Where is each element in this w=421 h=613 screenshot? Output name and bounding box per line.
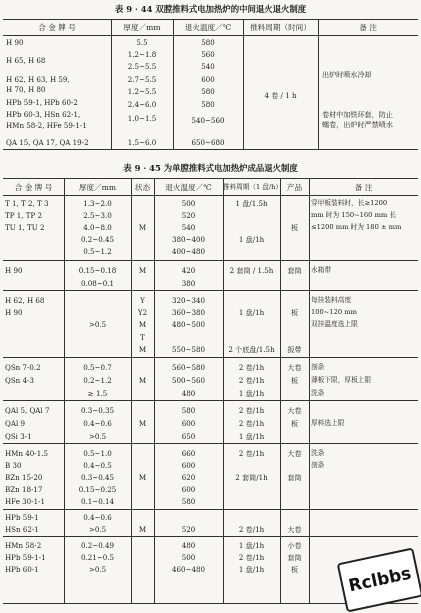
t45-temp: 500 xyxy=(181,553,196,562)
t45-temp: 480 xyxy=(181,541,196,550)
t44-temp: 580 xyxy=(201,100,215,109)
t45-thickness: 0.2~0.45 xyxy=(80,235,115,244)
t45-temp: 520 xyxy=(181,211,196,220)
t45-thickness: 0.1~0.14 xyxy=(80,497,115,506)
t45-temp: 540 xyxy=(181,223,196,232)
t44-thickness: 2.4~6.0 xyxy=(127,100,157,109)
t45-product: 套筒 xyxy=(287,553,302,562)
t44-temp: 580 xyxy=(201,38,215,47)
t44-header-temp: 退火温度／℃ xyxy=(184,23,232,32)
t45-temp: 480~500 xyxy=(171,320,206,329)
t45-thickness: 0.5~0.7 xyxy=(83,363,112,372)
t45-product: 扳带 xyxy=(287,345,302,354)
t45-alloy: HPb 59-1-1 xyxy=(5,553,46,562)
t44-thickness: 1.2~1.8 xyxy=(127,50,157,59)
t45-note: 100~120 mm xyxy=(311,308,357,316)
t45-thickness: >0.5 xyxy=(88,432,107,441)
t45-thickness: >0.5 xyxy=(88,320,107,329)
t45-state: M xyxy=(138,223,147,232)
t45-period: 2 卷/1h xyxy=(238,553,265,562)
t45-product: 板 xyxy=(290,223,299,232)
t45-temp: 480 xyxy=(181,389,196,398)
t45-alloy: HPb 60-1 xyxy=(5,565,39,574)
t45-period: 2 卷/1h xyxy=(238,525,265,534)
t45-header-thickness: 厚度／mm xyxy=(78,183,117,192)
t45-state: M xyxy=(138,376,147,385)
t45-temp: 460~480 xyxy=(171,565,206,574)
t45-thickness: 0.4~0.5 xyxy=(83,461,112,470)
t44-note-ring: 卷材中加铁环套，防止 xyxy=(322,110,393,119)
t45-header-product: 产品 xyxy=(286,183,303,192)
t45-temp: 660 xyxy=(181,449,196,458)
t45-thickness: ≥ 1.5 xyxy=(87,389,108,398)
t45-thickness: 0.3~0.35 xyxy=(80,406,115,415)
t44-period: 4 卷 / 1 h xyxy=(264,91,297,100)
t45-thickness: 4.0~8.0 xyxy=(83,223,112,232)
t45-temp: 400~480 xyxy=(171,247,206,256)
t45-period: 1 盘/1h xyxy=(238,308,265,317)
t45-note: 每挂装料高度 xyxy=(311,296,352,304)
t45-product: 板 xyxy=(290,308,299,317)
t44-header-period: 推料周期（时间） xyxy=(250,23,311,32)
t44-thickness: 1.2~5.5 xyxy=(127,87,157,96)
t45-thickness: 1.3~2.0 xyxy=(83,199,112,208)
t45-state: M xyxy=(138,345,147,354)
t45-state: M xyxy=(138,320,147,329)
t44-temp: 600 xyxy=(201,75,215,84)
t45-temp: 560~580 xyxy=(171,363,206,372)
t45-alloy: QSn 4-3 xyxy=(5,376,34,385)
t45-alloy: HMn 58-2 xyxy=(5,541,42,550)
t44-thickness: 5.5 xyxy=(136,38,148,47)
t45-state: M xyxy=(138,473,147,482)
t44-temp: 650~680 xyxy=(191,138,225,147)
t44-note-water: 出炉时喷水冷却 xyxy=(322,70,372,79)
t45-period: 2 个底盘/1.5h xyxy=(228,345,275,354)
t45-alloy: BZn 15-20 xyxy=(5,473,43,482)
t44-alloy: H 65, H 68 xyxy=(6,56,46,65)
t44-thickness: 1.0~1.5 xyxy=(127,114,157,123)
t45-period: 1 盘/1.5h xyxy=(235,199,268,208)
t45-thickness: 0.15~0.18 xyxy=(78,266,117,275)
t45-thickness: 0.5~1.2 xyxy=(83,247,112,256)
t45-temp: 550~580 xyxy=(171,345,206,354)
t45-alloy: HPb 59-1 xyxy=(5,513,39,522)
t45-state: M xyxy=(138,525,147,534)
t45-alloy: H 90 xyxy=(5,308,23,317)
t45-temp: 520 xyxy=(181,525,196,534)
t45-note: mm 时为 150~160 mm 长 xyxy=(311,211,397,219)
t45-product: 板 xyxy=(290,419,299,428)
t45-temp: 580 xyxy=(181,406,196,415)
t45-period: 2 卷/1h xyxy=(238,363,265,372)
t44-thickness: 1.5~6.0 xyxy=(127,138,157,147)
t45-temp: 420 xyxy=(181,266,196,275)
t45-alloy: QAl 9 xyxy=(5,419,25,428)
t45-product: 大卷 xyxy=(287,406,302,415)
t45-alloy: QSn 7-0.2 xyxy=(5,363,41,372)
t45-period: 2 套筒 / 1.5h xyxy=(229,266,274,275)
t45-note: 厚料选上限 xyxy=(311,419,345,427)
t45-thickness: 0.15~0.25 xyxy=(78,485,117,494)
t45-period: 1 盘/1h xyxy=(238,565,265,574)
t45-period: 2 卷/1h xyxy=(238,376,265,385)
t45-product: 板 xyxy=(290,565,299,574)
t45-state: T xyxy=(140,333,145,342)
t45-temp: 500 xyxy=(181,199,196,208)
t44-header-note: 备 注 xyxy=(359,23,377,32)
t45-product: 大卷 xyxy=(287,525,302,534)
t45-note: 双挂温度选上限 xyxy=(311,320,358,328)
t45-note: ≤1200 mm 时为 180 ± mm xyxy=(311,223,402,231)
t45-alloy: B 30 xyxy=(5,461,22,470)
t44-alloy: H 90 xyxy=(6,38,24,47)
t45-temp: 360~380 xyxy=(171,308,206,317)
t45-thickness: 0.2~0.49 xyxy=(80,541,115,550)
t45-alloy: HMn 40-1.5 xyxy=(5,449,48,458)
t45-temp: 620 xyxy=(181,473,196,482)
t45-alloy: HFe 30-1-1 xyxy=(5,497,46,506)
t44-temp: 540~560 xyxy=(191,116,225,125)
t45-temp: 600 xyxy=(181,419,196,428)
t44-alloy: HMn 58-2, HFe 59-1-1 xyxy=(6,121,87,130)
t44-alloy: HPb 60-3, HSn 62-1, xyxy=(6,110,81,119)
t45-thickness: 0.4~0.6 xyxy=(83,513,112,522)
t44-header-alloy: 合 金 牌 号 xyxy=(38,23,76,32)
t45-thickness: >0.5 xyxy=(88,565,107,574)
t45-note: 水箱带 xyxy=(311,266,332,274)
t45-state: Y xyxy=(140,296,145,305)
t45-thickness: >0.5 xyxy=(88,525,107,534)
t45-thickness: 2.5~3.0 xyxy=(83,211,112,220)
t45-note: 穿甲板装料时，长≥1200 xyxy=(311,199,388,207)
t45-header-state: 状态 xyxy=(134,183,151,192)
t44-alloy: H 62, H 63, H 59, xyxy=(6,75,70,84)
t45-note: 剖条 xyxy=(311,461,325,469)
t45-alloy: H 62, H 68 xyxy=(5,296,45,305)
t45-temp: 650 xyxy=(181,432,196,441)
t45-thickness: 0.2~1.2 xyxy=(83,376,112,385)
t45-period: 1 盘/1h xyxy=(238,541,265,550)
t44-header-thickness: 厚度／mm xyxy=(123,23,161,32)
t45-product: 板 xyxy=(290,376,299,385)
t44-alloy: HPb 59-1, HPb 60-2 xyxy=(6,98,78,107)
t45-temp: 580 xyxy=(181,497,196,506)
t45-product: 大卷 xyxy=(287,363,302,372)
t45-header-note: 备 注 xyxy=(354,183,373,192)
t44-thickness: 2.5~5.5 xyxy=(127,62,157,71)
t44-alloy: H 70, H 80 xyxy=(6,85,46,94)
t45-product: 小卷 xyxy=(287,541,302,550)
t45-state: Y2 xyxy=(137,308,148,317)
t45-note: 洗条 xyxy=(311,449,325,457)
t45-thickness: 0.4~0.6 xyxy=(83,419,112,428)
t45-product: 套筒 xyxy=(287,266,302,275)
t45-alloy: QSi 3-1 xyxy=(5,432,32,441)
t45-temp: 380 xyxy=(181,279,196,288)
t45-header-alloy: 合 金 牌 号 xyxy=(14,183,53,192)
t44-temp: 540 xyxy=(201,62,215,71)
t45-note: 洗条 xyxy=(311,389,325,397)
t45-state: M xyxy=(138,419,147,428)
t45-note: 薄板下限，厚板上限 xyxy=(311,376,372,384)
t45-thickness: 0.3~0.45 xyxy=(80,473,115,482)
t45-product: 套筒 xyxy=(287,473,302,482)
t45-temp: 320~340 xyxy=(171,296,206,305)
t44-temp: 560 xyxy=(201,50,215,59)
t45-thickness: 0.5~1.0 xyxy=(83,449,112,458)
t45-header-period: 推料周期（1 盘/h） xyxy=(223,183,282,191)
t44-temp: 580 xyxy=(201,87,215,96)
t45-period: 1 盘/1h xyxy=(238,432,265,441)
t45-state: M xyxy=(138,266,147,275)
t45-thickness: 0.08~0.1 xyxy=(80,279,115,288)
t45-period: 1 盘/1h xyxy=(238,235,265,244)
t44-alloy: QA 15, QA 17, QA 19-2 xyxy=(6,138,89,147)
t45-temp: 380~400 xyxy=(171,235,206,244)
t45-alloy: T 1, T 2, T 3 xyxy=(5,199,49,208)
t45-temp: 600 xyxy=(181,485,196,494)
table-44-caption: 表 9 · 44 双膛推料式电加热炉的中间退火退火制度 xyxy=(114,4,307,14)
t45-alloy: QAl 5, QAl 7 xyxy=(5,406,50,415)
t44-note-ring: 蠕卷，出炉时严禁喷水 xyxy=(322,120,393,129)
t45-note: 剖条 xyxy=(311,363,325,371)
t44-thickness: 2.7~5.5 xyxy=(127,75,157,84)
t45-thickness: 0.21~0.5 xyxy=(80,553,115,562)
t45-period: 2 卷/1h xyxy=(238,406,265,415)
t45-period: 2 套筒/1h xyxy=(235,473,268,482)
t45-period: 1 盘/1h xyxy=(238,389,265,398)
t45-header-temp: 退火温度／℃ xyxy=(165,183,212,192)
watermark-text: Rclbbs xyxy=(346,563,414,597)
t45-alloy: TU 1, TU 2 xyxy=(5,223,45,232)
t45-period: 2 卷/1h xyxy=(238,419,265,428)
t45-alloy: HSn 62-1 xyxy=(5,525,39,534)
t45-alloy: H 90 xyxy=(5,266,23,275)
t45-alloy: BZn 18-17 xyxy=(5,485,43,494)
t45-product: 大卷 xyxy=(287,449,302,458)
table-45-caption: 表 9 · 45 为单膛推料式电加热炉成品退火制度 xyxy=(123,163,298,173)
t45-temp: 600 xyxy=(181,461,196,470)
t45-period: 2 卷/1h xyxy=(238,449,265,458)
t45-alloy: TP 1, TP 2 xyxy=(5,211,43,220)
t45-temp: 500~560 xyxy=(171,376,206,385)
